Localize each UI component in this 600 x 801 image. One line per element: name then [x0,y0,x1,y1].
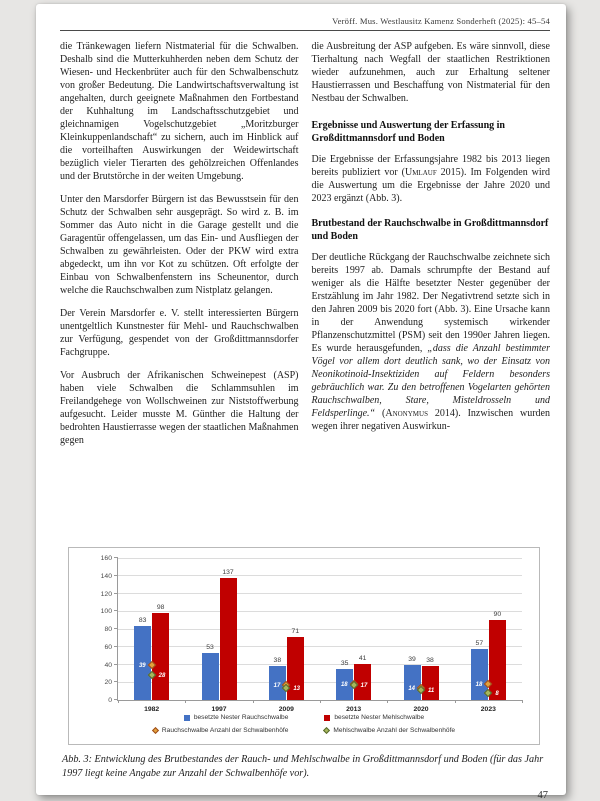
paragraph [312,153,551,205]
y-axis-tick-label: 40 [104,661,112,669]
legend-item [153,727,288,734]
bar-value-label: 98 [156,604,165,612]
bar-value-label: 38 [273,657,282,665]
chart-legend-markers [69,727,539,734]
x-axis-category-label: 2020 [413,706,429,713]
y-axis-tick-mark [114,681,118,682]
x-axis-category-label: 1982 [144,706,160,713]
bar-value-label: 83 [138,617,147,625]
gridline [118,575,522,576]
bar-rauchschwalbe [202,653,219,700]
gridline [118,593,522,594]
marker-value-label: 17 [273,682,281,689]
bar-mehlschwalbe [422,666,439,700]
marker-value-label: 39 [138,663,146,670]
bar-rauchschwalbe [404,665,421,700]
x-axis-category-label: 2023 [480,706,496,713]
bar-value-label: 39 [408,656,416,664]
legend-label: besetzte Nester Mehlschwalbe [334,714,425,721]
legend-item [184,714,289,721]
figure-caption: Abb. 3: Entwicklung des Brutbestandes der Rauch- und Mehlschwalbe in Großdittmannsdorf und Boden (für das Jahr 1997 liegt keine Angabe zur Anzahl der Schwalbenhöfe vor). [62,754,544,779]
chart-plot-area [100,555,522,713]
x-axis-tick-mark [522,700,523,703]
document-page [36,4,566,801]
y-axis-tick-mark [114,593,118,594]
legend-label: besetzte Nester Rauchschwalbe [193,714,289,721]
bar-value-label: 53 [206,643,214,651]
x-axis-tick-mark [253,700,254,703]
left-column [60,40,299,539]
x-axis-tick-mark [387,700,388,703]
journal-header: Veröff. Mus. Westlausitz Kamenz Sonderheft (2025): 45–54 [60,16,550,31]
y-axis-tick-label: 80 [104,626,112,633]
author-citation: Umlauf [404,167,437,178]
paragraph: Vor Ausbruch der Afrikanischen Schweinepest (ASP) haben viele Schwalben die Schlammsuhlen im Freilandgehege von Wollschweinen zur Niststoffwerbung aufgesucht. Leider musste M. Günther die Haltung der bedrohten Haustierrasse wegen der staatlichen Maßnahmen gegen [60,370,299,446]
y-axis-tick-label: 20 [104,679,112,687]
subsection-heading: Brutbestand der Rauchschwalbe in Großdittmannsdorf und Boden [311,218,549,242]
x-axis-tick-mark [320,700,321,703]
bar-value-label: 35 [340,659,349,667]
y-axis-tick-mark [114,557,118,558]
bar-mehlschwalbe [489,620,506,700]
section-heading: Ergebnisse und Auswertung der Erfassung in Großdittmannsdorf und Boden [311,120,505,144]
x-axis-tick-mark [118,700,119,703]
quotation-text: „dass die Anzahl bestimmter Vögel vor allem dort deutlich sank, wo der Einsatz von Neonikotinoid-Insektiziden auf Feldern besonders gebräuchlich war. Zu den betroffenen Vogelarten gehörten Rauchschwalben, Stare, Misteldrosseln und Feldsperlinge.“ [311,343,550,419]
legend-label: Mehlschwalbe Anzahl der Schwalbenhöfe [333,727,456,734]
figure-chart [68,547,540,745]
y-axis-tick-mark [114,575,118,576]
legend-diamond-swatch [152,727,159,734]
bar-value-label: 90 [493,611,502,619]
gridline [118,682,522,683]
marker-value-label: 28 [158,673,166,680]
x-axis-category-label: 1997 [211,706,227,713]
x-axis-category-label: 2013 [346,706,362,713]
bar-value-label: 38 [426,657,434,665]
marker-value-label: 13 [293,686,301,693]
paragraph: Der Verein Marsdorfer e. V. stellt interessierten Bürgern unentgeltlich Kunstnester für Mehl- und Rauchschwalben zur Verfügung, gespendet von der Großdittmannsdorfer Fachgruppe. [60,308,299,358]
marker-value-label: 17 [360,682,368,689]
marker-value-label: 14 [408,685,415,692]
bar-value-label: 137 [222,569,234,577]
legend-item [324,727,455,734]
paragraph-text: 2015). Im Folgenden wird die Auswertung um die Ergebnisse der Jahre 2020 und 2023 ergänzt (Abb. 3). [311,167,550,204]
y-axis-tick-label: 160 [100,555,112,562]
marker-value-label: 11 [428,688,435,695]
paragraph [312,251,551,433]
y-axis-tick-label: 120 [100,590,112,598]
y-axis-tick-label: 60 [104,643,112,651]
gridline [118,646,522,647]
x-axis-tick-mark [185,700,186,703]
paragraph: die Ausbreitung der ASP aufgeben. Es wäre sinnvoll, diese Tierhaltung nach Wegfall der staatlichen Restriktionen wieder aufzunehmen, auch zur Erhaltung seltener Haustierrassen und Beschaffung von Nistmaterial für den Nestbau der Schwalben. [311,41,550,104]
paragraph-text: Der deutliche Rückgang der Rauchschwalbe zeichnete sich bereits 1997 ab. Damals schrumpfte der Bestand auf weniger als die Hälfte besetzter Nester gegenüber der Erstzählung im Jahr 1982. Der Negativtrend setzte sich in den Jahren 2009 bis 2020 fort (Abb. 3). Eine Ursache kann in der Anwendung systemisch wirkender Pflanzenschutzmittel (PSM) seit den 1990er Jahren liegen. Es wurde herausgefunden, [311,252,550,354]
legend-diamond-swatch [323,727,330,734]
gridline [118,664,522,665]
chart-legend-bars [69,714,539,721]
right-column [312,40,551,539]
text-columns [60,40,550,539]
x-axis-tick-mark [455,700,456,703]
legend-square-swatch [324,715,330,721]
y-axis-tick-mark [114,610,118,611]
y-axis-tick-mark [114,646,118,647]
author-citation: Anonymus [385,408,428,419]
paragraph: Unter den Marsdorfer Bürgern ist das Bewusstsein für den Schutz der Schwalben sehr ausgeprägt. So wird z. B. im Sommer das Auto nicht in die Garage gestellt und die Garagentür offengelassen, um das Ein- und Ausfliegen der Schwalben zu gewährleisten. Oder der PKW wird extra abgedeckt, um ihn vor Kot zu schützen. Oft erfolgte der Einbau von Schwalbenfenstern ins Scheunentor, durch welche die Rauchschwalben zum Nistplatz gelangen. [60,194,299,296]
y-axis-tick-label: 140 [100,572,112,580]
gridline [118,558,522,559]
gridline [118,611,522,612]
x-axis-category-label: 2009 [278,706,294,713]
marker-value-label: 18 [475,682,483,689]
bar-value-label: 57 [475,640,484,648]
legend-item [324,714,424,721]
bar-value-label: 71 [291,628,300,635]
legend-square-swatch [184,715,190,721]
y-axis-tick-label: 100 [100,608,112,616]
bar-mehlschwalbe [220,578,237,700]
bar-mehlschwalbe [152,613,169,700]
gridline [118,629,522,630]
legend-label: Rauchschwalbe Anzahl der Schwalbenhöfe [161,727,289,734]
marker-value-label: 8 [495,690,499,697]
y-axis-tick-mark [114,664,118,665]
paragraph: die Tränkewagen liefern Nistmaterial für die Schwalben. Deshalb sind die Mutterkuhherden neben dem Schutz der Wiesen- und Heckenbrüter auch für den Schwalbenschutz von großer Bedeutung. Die Landwirtschaftsverwaltung ist angehalten, durch geeignete Maßnahmen den Fortbestand der Kuhhaltung im Landschaftsschutzgebiet und gleichnamigen Vogelschutzgebiet „Moritzburger Kleinkuppenlandschaft“ zu sichern, auch im Hinblick auf die vorteilhaften Auswirkungen der Weidewirtschaft bezüglich vieler Tierarten des gehölzreichen Offenlandes und der Brutstörche in der weiten Umgebung. [60,41,299,182]
page-number: 47 [537,790,548,801]
y-axis-tick-mark [114,628,118,629]
bar-value-label: 41 [358,654,367,662]
marker-value-label: 18 [340,682,348,689]
y-axis-tick-label: 0 [108,697,112,704]
paragraph-text: ( [375,408,386,419]
paragraph-text: 2014). Inzwischen wurden wegen ihrer negativen Auswirkun- [311,408,550,432]
paragraph-text: Die Ergebnisse der Erfassungsjahre 1982 bis 2013 liegen bereits publiziert vor ( [311,154,550,178]
